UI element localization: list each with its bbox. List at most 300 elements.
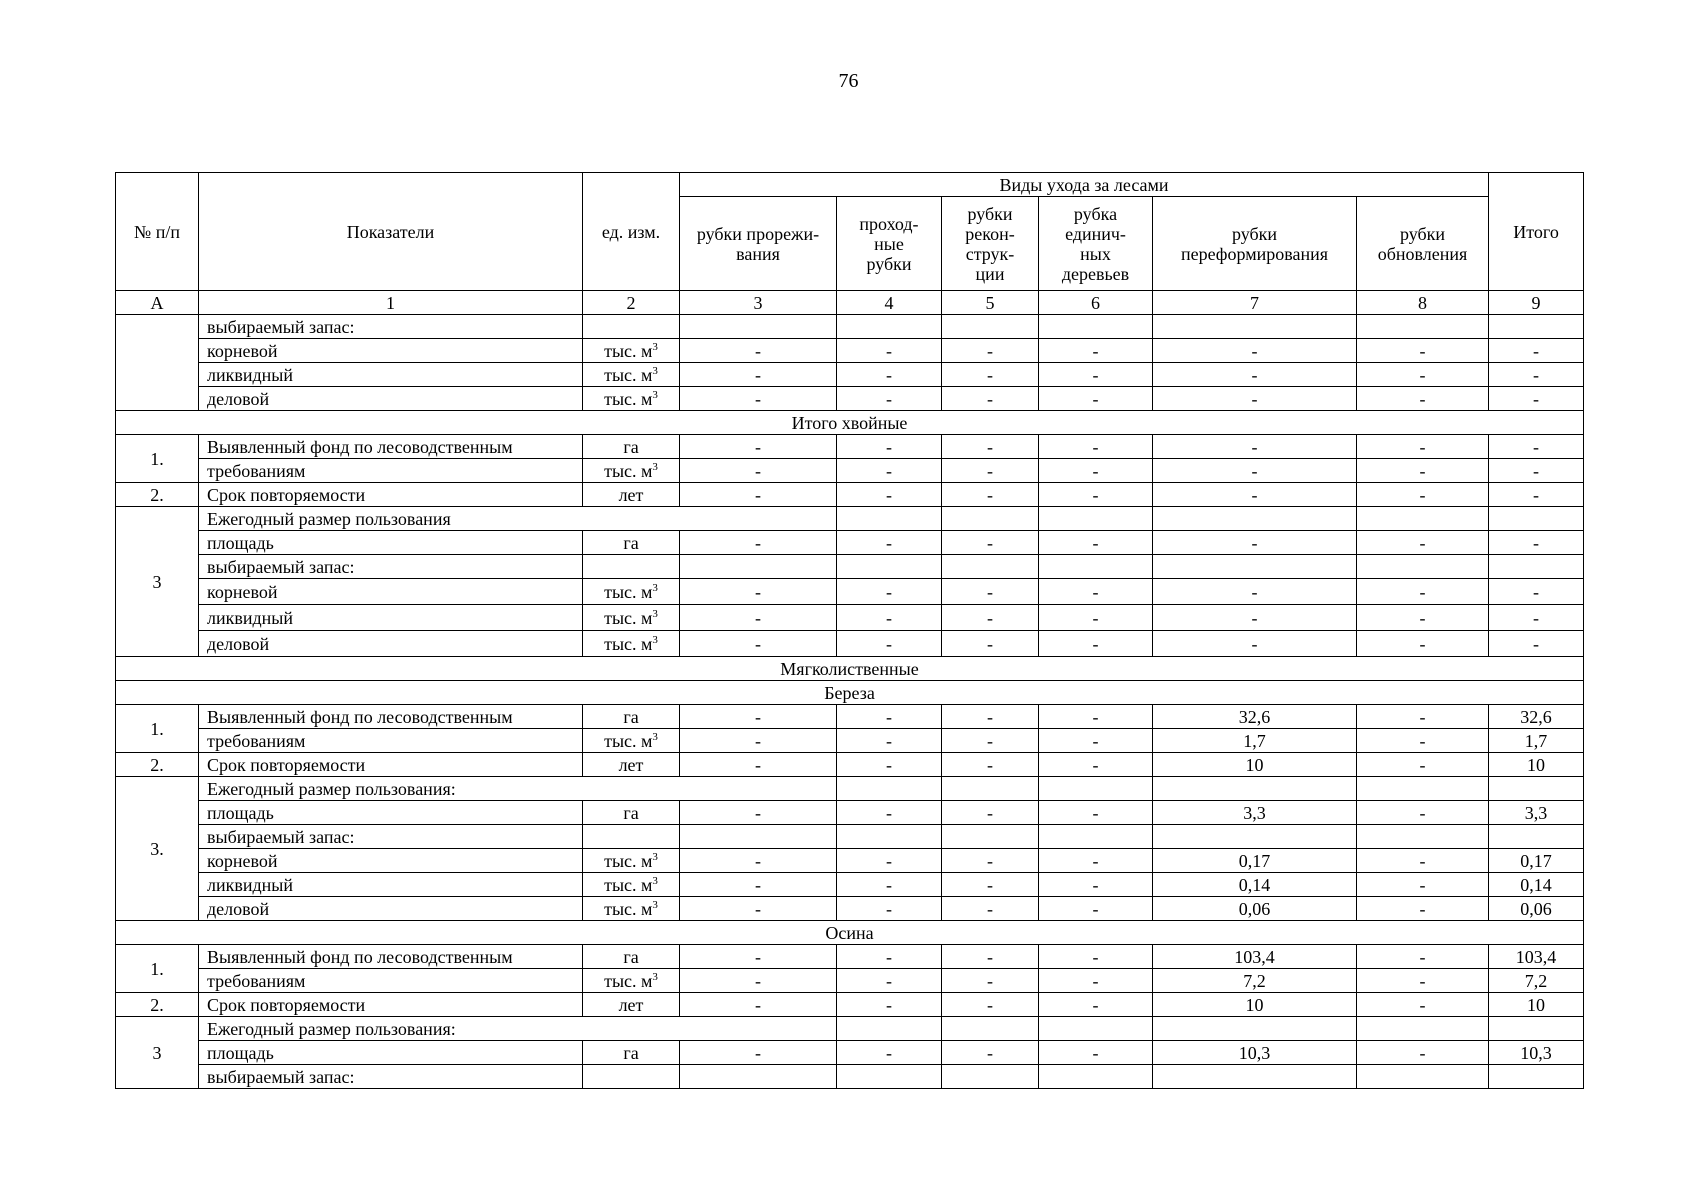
- dash-cell: -: [1039, 753, 1153, 777]
- dash-cell: -: [1357, 363, 1489, 387]
- dash-cell: -: [1039, 945, 1153, 969]
- empty-cell: [680, 825, 837, 849]
- index-row: [116, 291, 1584, 315]
- index-cell: 8: [1357, 291, 1489, 315]
- row-label: Ежегодный размер пользования: [199, 507, 837, 531]
- row-label: требованиям: [199, 729, 583, 753]
- value-cell: 103,4: [1153, 945, 1357, 969]
- dash-cell: -: [680, 1041, 837, 1065]
- dash-cell: -: [1357, 605, 1489, 631]
- dash-cell: -: [680, 729, 837, 753]
- total-cell: 0,17: [1489, 849, 1584, 873]
- row-label: Ежегодный размер пользования:: [199, 1017, 837, 1041]
- section-row: [116, 681, 1584, 705]
- value-cell: 3,3: [1153, 801, 1357, 825]
- table-row: [116, 801, 1584, 825]
- dash-cell: -: [942, 729, 1039, 753]
- row-label: Выявленный фонд по лесоводственным: [199, 705, 583, 729]
- empty-cell: [1489, 555, 1584, 579]
- row-label: выбираемый запас:: [199, 315, 583, 339]
- dash-cell: -: [837, 387, 942, 411]
- row-label: выбираемый запас:: [199, 1065, 583, 1089]
- dash-cell: -: [1489, 483, 1584, 507]
- unit-cell: га: [583, 801, 680, 825]
- value-cell: 7,2: [1153, 969, 1357, 993]
- empty-cell: [1357, 507, 1489, 531]
- empty-cell: [1153, 777, 1357, 801]
- row-label: Ежегодный размер пользования:: [199, 777, 837, 801]
- empty-cell: [1039, 1017, 1153, 1041]
- header-indicators: Показатели: [199, 173, 583, 291]
- dash-cell: -: [942, 339, 1039, 363]
- dash-cell: -: [837, 631, 942, 657]
- header-num: № п/п: [116, 173, 199, 291]
- dash-cell: -: [680, 435, 837, 459]
- num-cell: 3: [116, 1017, 199, 1089]
- header-col-3: рубки прорежи-вания: [680, 197, 837, 291]
- dash-cell: -: [837, 483, 942, 507]
- dash-cell: -: [1039, 579, 1153, 605]
- row-label: ликвидный: [199, 873, 583, 897]
- dash-cell: -: [680, 459, 837, 483]
- empty-cell: [837, 777, 942, 801]
- dash-cell: -: [1357, 339, 1489, 363]
- dash-cell: -: [837, 969, 942, 993]
- table-row: [116, 459, 1584, 483]
- empty-cell: [942, 315, 1039, 339]
- table-row: [116, 825, 1584, 849]
- empty-cell: [1153, 1065, 1357, 1089]
- dash-cell: -: [837, 849, 942, 873]
- row-label: Срок повторяемости: [199, 993, 583, 1017]
- dash-cell: -: [1039, 605, 1153, 631]
- dash-cell: -: [837, 945, 942, 969]
- dash-cell: -: [1153, 459, 1357, 483]
- dash-cell: -: [942, 969, 1039, 993]
- total-cell: 0,14: [1489, 873, 1584, 897]
- header-col-8: рубки обновления: [1357, 197, 1489, 291]
- row-label: корневой: [199, 339, 583, 363]
- empty-cell: [1357, 1017, 1489, 1041]
- dash-cell: -: [1039, 339, 1153, 363]
- dash-cell: -: [1039, 459, 1153, 483]
- table-row: [116, 363, 1584, 387]
- unit-cell: тыс. $м^3$: [583, 729, 680, 753]
- dash-cell: -: [1489, 387, 1584, 411]
- row-label: корневой: [199, 579, 583, 605]
- dash-cell: -: [837, 1041, 942, 1065]
- unit-cell: га: [583, 945, 680, 969]
- dash-cell: -: [837, 339, 942, 363]
- row-label: требованиям: [199, 969, 583, 993]
- empty-cell: [837, 507, 942, 531]
- total-cell: 0,06: [1489, 897, 1584, 921]
- table-row: [116, 1041, 1584, 1065]
- dash-cell: -: [1357, 435, 1489, 459]
- dash-cell: -: [1039, 387, 1153, 411]
- dash-cell: -: [1039, 729, 1153, 753]
- dash-cell: -: [1489, 531, 1584, 555]
- dash-cell: -: [942, 897, 1039, 921]
- unit-cell: тыс. $м^3$: [583, 969, 680, 993]
- table-row: [116, 387, 1584, 411]
- empty-cell: [1153, 555, 1357, 579]
- dash-cell: -: [1489, 435, 1584, 459]
- dash-cell: -: [680, 969, 837, 993]
- section-title: Береза: [116, 681, 1584, 705]
- empty-cell: [837, 315, 942, 339]
- empty-cell: [837, 1065, 942, 1089]
- total-cell: 10: [1489, 753, 1584, 777]
- num-cell: 2.: [116, 753, 199, 777]
- dash-cell: -: [1153, 387, 1357, 411]
- dash-cell: -: [1153, 531, 1357, 555]
- row-label: площадь: [199, 1041, 583, 1065]
- total-cell: 32,6: [1489, 705, 1584, 729]
- dash-cell: -: [1039, 435, 1153, 459]
- index-cell: 1: [199, 291, 583, 315]
- table-row: [116, 993, 1584, 1017]
- table-row: [116, 605, 1584, 631]
- table-row: [116, 729, 1584, 753]
- empty-cell: [1153, 825, 1357, 849]
- total-cell: 103,4: [1489, 945, 1584, 969]
- dash-cell: -: [1489, 363, 1584, 387]
- section-row: [116, 411, 1584, 435]
- dash-cell: -: [680, 753, 837, 777]
- dash-cell: -: [1489, 605, 1584, 631]
- total-cell: 3,3: [1489, 801, 1584, 825]
- row-label: деловой: [199, 897, 583, 921]
- table-row: [116, 483, 1584, 507]
- row-label: площадь: [199, 531, 583, 555]
- value-cell: 10: [1153, 753, 1357, 777]
- empty-cell: [583, 555, 680, 579]
- dash-cell: -: [942, 753, 1039, 777]
- empty-cell: [1489, 507, 1584, 531]
- dash-cell: -: [1039, 801, 1153, 825]
- row-label: ликвидный: [199, 605, 583, 631]
- table-row: [116, 555, 1584, 579]
- dash-cell: -: [1039, 873, 1153, 897]
- empty-cell: [1039, 777, 1153, 801]
- section-title: Мягколиственные: [116, 657, 1584, 681]
- dash-cell: -: [942, 483, 1039, 507]
- unit-cell: га: [583, 705, 680, 729]
- dash-cell: -: [942, 459, 1039, 483]
- value-cell: 0,14: [1153, 873, 1357, 897]
- table-row: [116, 705, 1584, 729]
- dash-cell: -: [837, 435, 942, 459]
- dash-cell: -: [837, 705, 942, 729]
- empty-cell: [1357, 315, 1489, 339]
- dash-cell: -: [837, 993, 942, 1017]
- unit-cell: тыс. $м^3$: [583, 873, 680, 897]
- dash-cell: -: [942, 531, 1039, 555]
- dash-cell: -: [1039, 993, 1153, 1017]
- index-cell: А: [116, 291, 199, 315]
- value-cell: 0,06: [1153, 897, 1357, 921]
- dash-cell: -: [942, 435, 1039, 459]
- index-cell: 2: [583, 291, 680, 315]
- dash-cell: -: [1153, 605, 1357, 631]
- unit-cell: га: [583, 531, 680, 555]
- table-row: [116, 753, 1584, 777]
- dash-cell: -: [680, 605, 837, 631]
- row-label: деловой: [199, 631, 583, 657]
- dash-cell: -: [1357, 483, 1489, 507]
- row-label: деловой: [199, 387, 583, 411]
- index-cell: 5: [942, 291, 1039, 315]
- row-label: выбираемый запас:: [199, 825, 583, 849]
- table-row: [116, 531, 1584, 555]
- dash-cell: -: [837, 531, 942, 555]
- dash-cell: -: [680, 363, 837, 387]
- table-row: [116, 339, 1584, 363]
- dash-cell: -: [942, 1041, 1039, 1065]
- value-cell: 1,7: [1153, 729, 1357, 753]
- dash-cell: -: [837, 579, 942, 605]
- dash-cell: -: [942, 363, 1039, 387]
- dash-cell: -: [942, 945, 1039, 969]
- header-row-1: [116, 173, 1584, 197]
- dash-cell: -: [1153, 363, 1357, 387]
- row-label: Срок повторяемости: [199, 753, 583, 777]
- empty-cell: [583, 315, 680, 339]
- empty-cell: [583, 825, 680, 849]
- dash-cell: -: [680, 631, 837, 657]
- unit-cell: тыс. $м^3$: [583, 631, 680, 657]
- value-cell: 0,17: [1153, 849, 1357, 873]
- empty-cell: [1153, 507, 1357, 531]
- dash-cell: -: [1039, 531, 1153, 555]
- header-group: Виды ухода за лесами: [680, 173, 1489, 197]
- table-row: [116, 1065, 1584, 1089]
- empty-cell: [837, 555, 942, 579]
- unit-cell: лет: [583, 753, 680, 777]
- empty-cell: [1489, 1065, 1584, 1089]
- total-cell: 1,7: [1489, 729, 1584, 753]
- num-cell: 2.: [116, 483, 199, 507]
- unit-cell: тыс. $м^3$: [583, 897, 680, 921]
- dash-cell: -: [1357, 705, 1489, 729]
- header-col-7: рубки переформирования: [1153, 197, 1357, 291]
- header-col-4: проход- ные рубки: [837, 197, 942, 291]
- empty-cell: [1039, 825, 1153, 849]
- total-cell: 7,2: [1489, 969, 1584, 993]
- dash-cell: -: [1357, 459, 1489, 483]
- dash-cell: -: [1039, 705, 1153, 729]
- dash-cell: -: [1039, 849, 1153, 873]
- dash-cell: -: [1357, 945, 1489, 969]
- empty-cell: [1153, 1017, 1357, 1041]
- value-cell: 10,3: [1153, 1041, 1357, 1065]
- table-row: [116, 631, 1584, 657]
- row-label: требованиям: [199, 459, 583, 483]
- unit-cell: тыс. $м^3$: [583, 339, 680, 363]
- dash-cell: -: [680, 801, 837, 825]
- dash-cell: -: [1357, 531, 1489, 555]
- table-row: [116, 969, 1584, 993]
- dash-cell: -: [942, 605, 1039, 631]
- empty-cell: [942, 825, 1039, 849]
- dash-cell: -: [1489, 339, 1584, 363]
- dash-cell: -: [1153, 339, 1357, 363]
- empty-cell: [1489, 825, 1584, 849]
- dash-cell: -: [1153, 579, 1357, 605]
- index-cell: 9: [1489, 291, 1584, 315]
- empty-cell: [1489, 1017, 1584, 1041]
- row-label: ликвидный: [199, 363, 583, 387]
- num-cell: 1.: [116, 945, 199, 993]
- empty-cell: [942, 777, 1039, 801]
- empty-cell: [680, 1065, 837, 1089]
- dash-cell: -: [837, 753, 942, 777]
- section-title: Осина: [116, 921, 1584, 945]
- dash-cell: -: [837, 897, 942, 921]
- dash-cell: -: [1039, 631, 1153, 657]
- header-total: Итого: [1489, 173, 1584, 291]
- dash-cell: -: [1357, 387, 1489, 411]
- empty-cell: [1357, 777, 1489, 801]
- forest-care-table: [115, 172, 1584, 1089]
- empty-cell: [942, 555, 1039, 579]
- dash-cell: -: [837, 801, 942, 825]
- header-unit: ед. изм.: [583, 173, 680, 291]
- num-cell: [116, 315, 199, 411]
- dash-cell: -: [680, 531, 837, 555]
- dash-cell: -: [942, 873, 1039, 897]
- empty-cell: [837, 1017, 942, 1041]
- value-cell: 32,6: [1153, 705, 1357, 729]
- dash-cell: -: [680, 873, 837, 897]
- table-row: [116, 435, 1584, 459]
- total-cell: 10,3: [1489, 1041, 1584, 1065]
- dash-cell: -: [1357, 579, 1489, 605]
- empty-cell: [837, 825, 942, 849]
- dash-cell: -: [680, 339, 837, 363]
- dash-cell: -: [942, 579, 1039, 605]
- table-row: [116, 945, 1584, 969]
- dash-cell: -: [1357, 631, 1489, 657]
- dash-cell: -: [1357, 729, 1489, 753]
- total-cell: 10: [1489, 993, 1584, 1017]
- dash-cell: -: [680, 849, 837, 873]
- empty-cell: [583, 1065, 680, 1089]
- dash-cell: -: [680, 897, 837, 921]
- unit-cell: тыс. $м^3$: [583, 605, 680, 631]
- section-title: Итого хвойные: [116, 411, 1584, 435]
- table-row: [116, 849, 1584, 873]
- empty-cell: [1357, 555, 1489, 579]
- dash-cell: -: [1489, 579, 1584, 605]
- dash-cell: -: [1153, 435, 1357, 459]
- row-label: Выявленный фонд по лесоводственным: [199, 435, 583, 459]
- dash-cell: -: [1039, 897, 1153, 921]
- empty-cell: [1357, 1065, 1489, 1089]
- dash-cell: -: [680, 483, 837, 507]
- empty-cell: [1039, 315, 1153, 339]
- header-col-5: рубки рекон- струк- ции: [942, 197, 1039, 291]
- unit-cell: га: [583, 435, 680, 459]
- dash-cell: -: [1357, 849, 1489, 873]
- empty-cell: [1039, 555, 1153, 579]
- dash-cell: -: [837, 873, 942, 897]
- index-cell: 3: [680, 291, 837, 315]
- dash-cell: -: [837, 729, 942, 753]
- dash-cell: -: [942, 801, 1039, 825]
- empty-cell: [1489, 777, 1584, 801]
- unit-cell: тыс. $м^3$: [583, 849, 680, 873]
- index-cell: 7: [1153, 291, 1357, 315]
- table-row: [116, 315, 1584, 339]
- header-col-6: рубка единич- ных деревьев: [1039, 197, 1153, 291]
- row-label: площадь: [199, 801, 583, 825]
- dash-cell: -: [837, 605, 942, 631]
- empty-cell: [680, 315, 837, 339]
- num-cell: 2.: [116, 993, 199, 1017]
- unit-cell: тыс. $м^3$: [583, 387, 680, 411]
- dash-cell: -: [680, 387, 837, 411]
- dash-cell: -: [1039, 483, 1153, 507]
- num-cell: 1.: [116, 435, 199, 483]
- table-row: [116, 777, 1584, 801]
- dash-cell: -: [1039, 363, 1153, 387]
- dash-cell: -: [680, 705, 837, 729]
- empty-cell: [942, 507, 1039, 531]
- table-row: [116, 897, 1584, 921]
- unit-cell: лет: [583, 483, 680, 507]
- empty-cell: [1039, 507, 1153, 531]
- unit-cell: тыс. $м^3$: [583, 579, 680, 605]
- empty-cell: [942, 1065, 1039, 1089]
- table-row: [116, 579, 1584, 605]
- row-label: выбираемый запас:: [199, 555, 583, 579]
- dash-cell: -: [942, 993, 1039, 1017]
- empty-cell: [942, 1017, 1039, 1041]
- dash-cell: -: [942, 705, 1039, 729]
- dash-cell: -: [942, 631, 1039, 657]
- num-cell: 1.: [116, 705, 199, 753]
- dash-cell: -: [837, 459, 942, 483]
- table-row: [116, 1017, 1584, 1041]
- empty-cell: [1489, 315, 1584, 339]
- dash-cell: -: [1153, 483, 1357, 507]
- dash-cell: -: [1039, 1041, 1153, 1065]
- table-row: [116, 873, 1584, 897]
- row-label: Выявленный фонд по лесоводственным: [199, 945, 583, 969]
- dash-cell: -: [1357, 801, 1489, 825]
- index-cell: 6: [1039, 291, 1153, 315]
- page-number: 76: [838, 70, 859, 92]
- row-label: Срок повторяемости: [199, 483, 583, 507]
- dash-cell: -: [1489, 459, 1584, 483]
- empty-cell: [680, 555, 837, 579]
- dash-cell: -: [1357, 969, 1489, 993]
- table-row: [116, 507, 1584, 531]
- index-cell: 4: [837, 291, 942, 315]
- dash-cell: -: [942, 849, 1039, 873]
- empty-cell: [1153, 315, 1357, 339]
- unit-cell: лет: [583, 993, 680, 1017]
- dash-cell: -: [1039, 969, 1153, 993]
- dash-cell: -: [1357, 873, 1489, 897]
- unit-cell: тыс. $м^3$: [583, 363, 680, 387]
- empty-cell: [1357, 825, 1489, 849]
- dash-cell: -: [680, 945, 837, 969]
- num-cell: 3.: [116, 777, 199, 921]
- section-row: [116, 921, 1584, 945]
